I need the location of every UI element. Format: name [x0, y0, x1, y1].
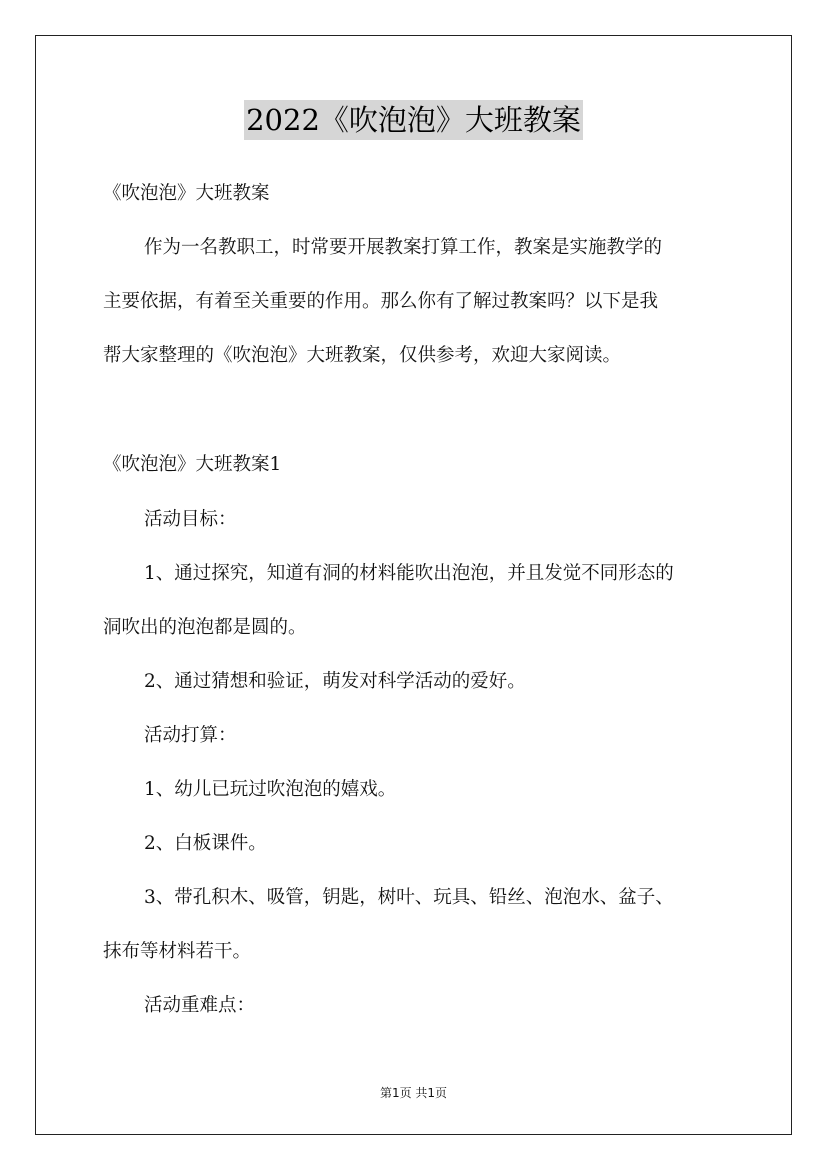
body-line-4: 2、通过猜想和验证，萌发对科学活动的爱好。: [144, 671, 526, 692]
body-line-7: 2、白板课件。: [144, 833, 267, 854]
title-wrap: [0, 100, 827, 140]
body-line-2: 1、通过探究，知道有洞的材料能吹出泡泡，并且发觉不同形态的: [144, 563, 674, 584]
section-heading: 《吹泡泡》大班教案1: [103, 454, 282, 475]
page-footer: 第1页 共1页: [379, 1086, 448, 1100]
body-line-10: 活动重难点：: [144, 995, 256, 1016]
body-line-3: 洞吹出的泡泡都是圆的。: [103, 617, 307, 638]
intro-line-2: 主要依据，有着至关重要的作用。那么你有了解过教案吗？以下是我: [103, 291, 659, 312]
body-line-1: 活动目标：: [144, 509, 237, 530]
document-subtitle: 《吹泡泡》大班教案: [103, 183, 270, 204]
body-line-5: 活动打算：: [144, 725, 237, 746]
intro-line-1: 作为一名教职工，时常要开展教案打算工作，教案是实施教学的: [144, 237, 663, 258]
body-line-9: 抹布等材料若干。: [103, 941, 252, 962]
intro-line-3: 帮大家整理的《吹泡泡》大班教案，仅供参考，欢迎大家阅读。: [103, 345, 622, 366]
body-line-8: 3、带孔积木、吸管，钥匙，树叶、玩具、铅丝、泡泡水、盆子、: [144, 887, 674, 908]
body-line-6: 1、幼儿已玩过吹泡泡的嬉戏。: [144, 779, 397, 800]
document-title: 2022《吹泡泡》大班教案: [244, 100, 583, 140]
